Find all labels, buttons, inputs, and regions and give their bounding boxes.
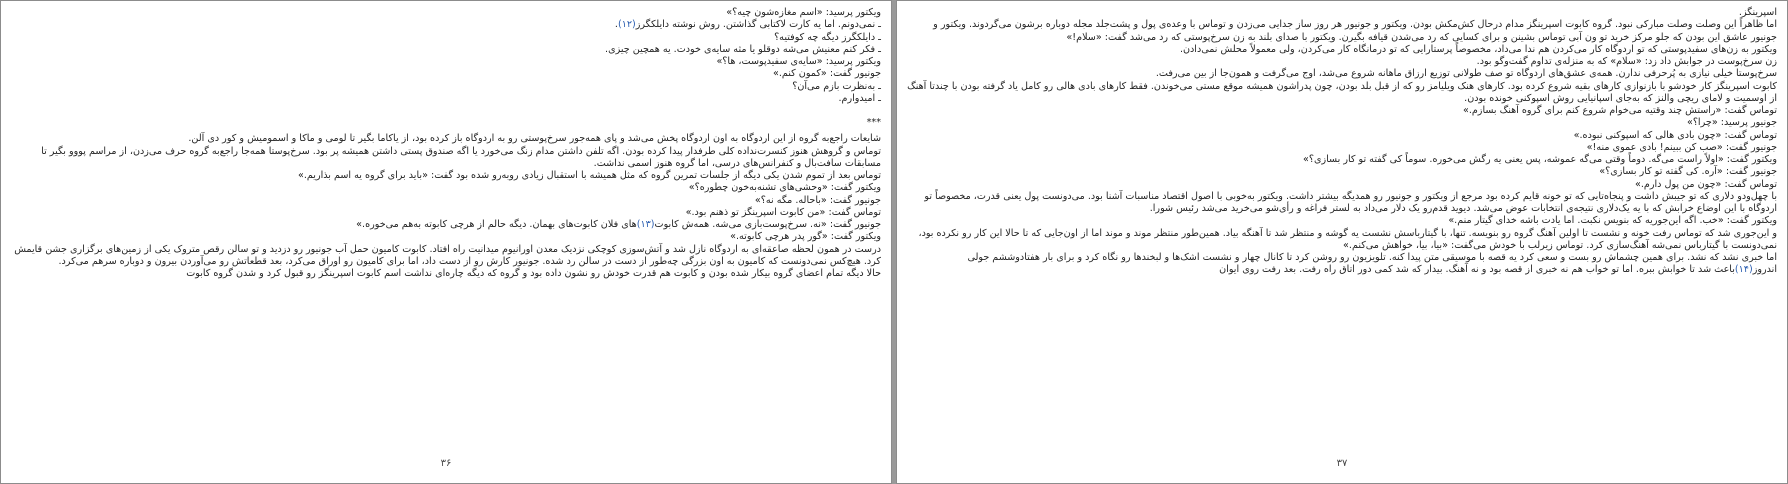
footnote-link[interactable]: (۱۴): [1734, 264, 1753, 276]
text-line: جونیور گفت: «صب کن ببینم! بادی عموی منه!»: [1586, 141, 1777, 153]
right-page: [896, 0, 1788, 484]
section-separator: ***: [866, 117, 881, 128]
text-line: [9, 219, 881, 231]
paragraph: اما ظاهراً این وصلت وصلت مبارکی نبود. گروه کابوت اسپرینگز مدام درحال کش‌مکش بودن. ویکتور و جونیور هر روز ساز جدایی می‌زدن و توماس با وعده‌ی پول و پشت‌جلد مجله دوباره برشون می‌گردوند. ویکتور و جونیور عاشق این بودن که جلو مرکز خرید تو ون آبی توماس بشینن و برای کسایی که رد می‌شدن قیافه بگیرن. ویکتور با صدای بلند به زن سرخ‌پوستی که رد می‌شد گفت: «سلام!»: [933, 19, 1777, 43]
right-page-text: [905, 7, 1777, 277]
text-span: جونیور گفت: «نه. سرخ‌پوست‌بازی می‌شه. همه‌ش کابوت: [654, 219, 881, 230]
text-line: توماس گفت: «چون من پول دارم.»: [1635, 178, 1777, 190]
page-number: ۳۶: [440, 458, 452, 469]
text-line: توماس گفت: «چون بادی هالی که اسپوکنی نبوده.»: [1573, 129, 1777, 141]
paragraph: ویکتور به زن‌های سفیدپوستی که تو اردوگاه کار می‌کردن هم ندا می‌داد، مخصوصاً پرستارایی که تو درمانگاه کار می‌کردن، ولی معمولاً محلش نمی‌دادن.: [1179, 43, 1777, 55]
text-line: ویکتور پرسید: «اسم مغازه‌شون چیه؟»: [726, 7, 881, 18]
text-line: ـ فکر کنم معنیش می‌شه دوقلو یا مثه سایه‌ی خودت. یه همچین چیزی.: [605, 43, 881, 55]
text-line: جونیور پرسید: «چرا؟»: [1686, 117, 1777, 129]
text-line: ـ دایلکگرز دیگه چه کوفتیه؟: [774, 31, 881, 43]
text-line: جونیور گفت: «آره. کی گفته تو کار بسازی؟»: [1599, 166, 1777, 178]
text-span: باعث شد تا خوابش ببره. اما تو خواب هم نه خبری از قصه بود و نه آهنگ. بیدار که شد کمی دور اتاق راه رفت. بعد رفت روی ایوان: [1219, 264, 1735, 276]
text-line: توماس گفت: «من کابوت اسپرینگز تو ذهنم بود.»: [685, 206, 881, 218]
text-line: جونیور گفت: «کمون کنم.»: [772, 68, 881, 80]
left-page-text: [9, 7, 881, 280]
paragraph: شایعات راجع‌به گروه از این اردوگاه به اون اردوگاه پخش می‌شد و پای همه‌جور سرخ‌پوستی رو به اردوگاه باز کرده بود، از یاکاما بگیر تا لومی و ماکا و اسمومیش و کور دی آلن.: [188, 133, 881, 145]
text-line: توماس بعد از تموم شدن یکی دیگه از جلسات تمرین گروه که مثل همیشه با استقبال زیادی روبه‌رو شده بود گفت: «باید برای گروه یه اسم بذاریم.»: [297, 170, 881, 181]
left-page: [0, 0, 892, 484]
page-number: ۳۷: [1336, 458, 1348, 469]
text-line: ویکتور پرسید: «سایه‌ی سفیدپوست، ها؟»: [716, 56, 881, 67]
paragraph: درست در همون لحظه صاعقه‌ای به اردوگاه نازل شد و آتش‌سوزی کوچکی نزدیک معدن اورانیوم میدانیت راه افتاد. کابوت کامیون حمل آب جونیور رو دزدید و تو سالن رقص متروک یکی از زمین‌های برگزاری جشن قایمش کرد. هیچ‌کس نمی‌دونست که کامیون به اون بزرگی چه‌طور از دست در سالن رد شده. جونیور کارش رو از دست داد، اما برای کامیون رو اوراق می‌کرد، بعد قطعاتش رو می‌آوردن بیرون و دوباره سرهم می‌کرد.: [14, 243, 881, 267]
text-line: زن سرخ‌پوست در جوابش داد زد: «سلام» که به منزله‌ی تداوم گفت‌وگو بود.: [1476, 56, 1777, 67]
paragraph: کابوت اسپرینگز کار خودشو با بازنوازی کارهای بقیه شروع کرده بود. کارهای هنک ویلیامز رو که از قبل بلد بودن، چون پدراشون همیشه موقع مستی می‌خوندن. فقط کارهای بادی هالی رو کامل یاد گرفته بودن با چندتا آهنگ از اوسمیت و لامای ریچی والنز که به‌جای اسپانیایی روش اسپوکنی خونده بودن.: [907, 80, 1777, 104]
text-line: ویکتور گفت: «اولاً راست می‌گه. دوماً وقتی می‌گه عموشه، پس یعنی یه رگش می‌خوره. سوماً کی گفته تو کار بسازی؟»: [1303, 154, 1777, 165]
paragraph: با چهل‌ودو دلاری که تو جیبش داشت و پنجاه‌تایی که تو خونه قایم کرده بود مرجع از ویکتور و جونیور رو همدیگه بیشتر داشت. ویکتور به‌خوبی با اصول اقتصاد مناسبات آشنا بود. می‌دونست پول یعنی قدرت، مخصوصاً تو اردوگاه با این اوضاع خرابش که با یه یک‌دلاری نتیجه‌ی انتخابات عوض می‌شد. دیوید قدم‌رو یک دلار می‌داد به لستر فراغه و رأی‌شو می‌خرید می‌شد رئیس شورا.: [924, 190, 1777, 214]
text-line: ویکتور گفت: «وحشی‌های تشنه‌به‌خون چطوره؟»: [688, 182, 881, 194]
paragraph: و این‌جوری شد که توماس رفت خونه و نشست تا اولین آهنگ گروه رو بنویسه. تنها، با گیتارباسش نشست یه گوشه و منتظر شد تا آهنگه بیاد. همین‌طور منتظر موند و موند اما از اون‌جایی که تا حالا این کار رو نکرده بود، نمی‌دونست با گیتارباس نمی‌شه آهنگ‌سازی کرد. توماس زیرلب با خودش می‌گفت: «بیا، بیا، خواهش می‌کنم.»: [918, 227, 1777, 251]
text-line: ویکتور گفت: «خب. اگه این‌جوریه که بنویس نکبت. اما یادت باشه خدای گیتار منم.»: [1448, 215, 1777, 227]
text-span: اما خبری نشد که نشد. برای همین چشماش رو بست و سعی کرد یه قصه با موسیقی متن پیدا کنه. تلویزیون رو روشن کرد تا کانال چهار و نشست اشک‌ها و لبخندها رو نگاه کرد و برای بار هفتادوششم جولی اندروز: [967, 252, 1777, 276]
text-line: جونیور گفت: «باحاله. مگه نه؟»: [754, 194, 881, 206]
text-span: های فلان کابوت‌های بهمان. دیگه حالم از هرچی کابوته به‌هم می‌خوره.»: [356, 219, 637, 230]
paragraph: [905, 252, 1777, 277]
footnote-link[interactable]: (۱۲): [617, 19, 636, 31]
text-line: توماس گفت: «راستش چند وقتیه می‌خوام شروع کنم برای گروه آهنگ بسازم.»: [1462, 105, 1777, 116]
paragraph: سرخ‌پوستا خیلی نیازی به پُرحرفی ندارن. همه‌ی عشق‌های اردوگاه تو صف طولانی توزیع ارزاق ماهانه شروع می‌شد، اوج می‌گرفت و همون‌جا از بین می‌رفت.: [1155, 68, 1777, 80]
text-line: ـ امیدوارم.: [838, 92, 881, 104]
text-line: اسپرینگز.: [1738, 7, 1777, 18]
text-line: ویکتور گفت: «گور پدر هرچی کابوته.»: [730, 231, 881, 243]
text-span: ـ نمی‌دونم. اما یه کارت لاکتابی گذاشتن. روش نوشته دایلکگرز: [635, 19, 881, 31]
text-line: ـ نمی‌دونم. اما یه کارت لاکتابی گذاشتن. روش نوشته دایلکگرز(۱۲).: [614, 19, 881, 31]
text-line: ـ به‌نظرت بازم می‌آن؟: [792, 80, 881, 92]
paragraph: حالا دیگه تمام اعضای گروه بیکار شده بودن و کابوت هم قدرت خودش رو نشون داده بود و گروه که دیگه چاره‌ای نداشت اسم کابوت اسپرینگز رو قبول کرد و شدن گروه کابوت: [186, 268, 881, 279]
footnote-link[interactable]: (۱۳): [636, 219, 655, 230]
paragraph: توماس و گروهش هنوز کنسرت‌نداده کلی طرفدار پیدا کرده بودن. اگه تلفن داشتن مدام زنگ می‌خورد یا اگه صندوق پستی داشتن همیشه پر بود. سرخ‌پوستا همه‌جا راجع‌به گروه حرف می‌زدن، از مراسم پووو بگیر تا مسابقات سافت‌بال و کنفرانس‌های درسی، اما گروه هنوز اسمی نداشت.: [41, 145, 881, 169]
